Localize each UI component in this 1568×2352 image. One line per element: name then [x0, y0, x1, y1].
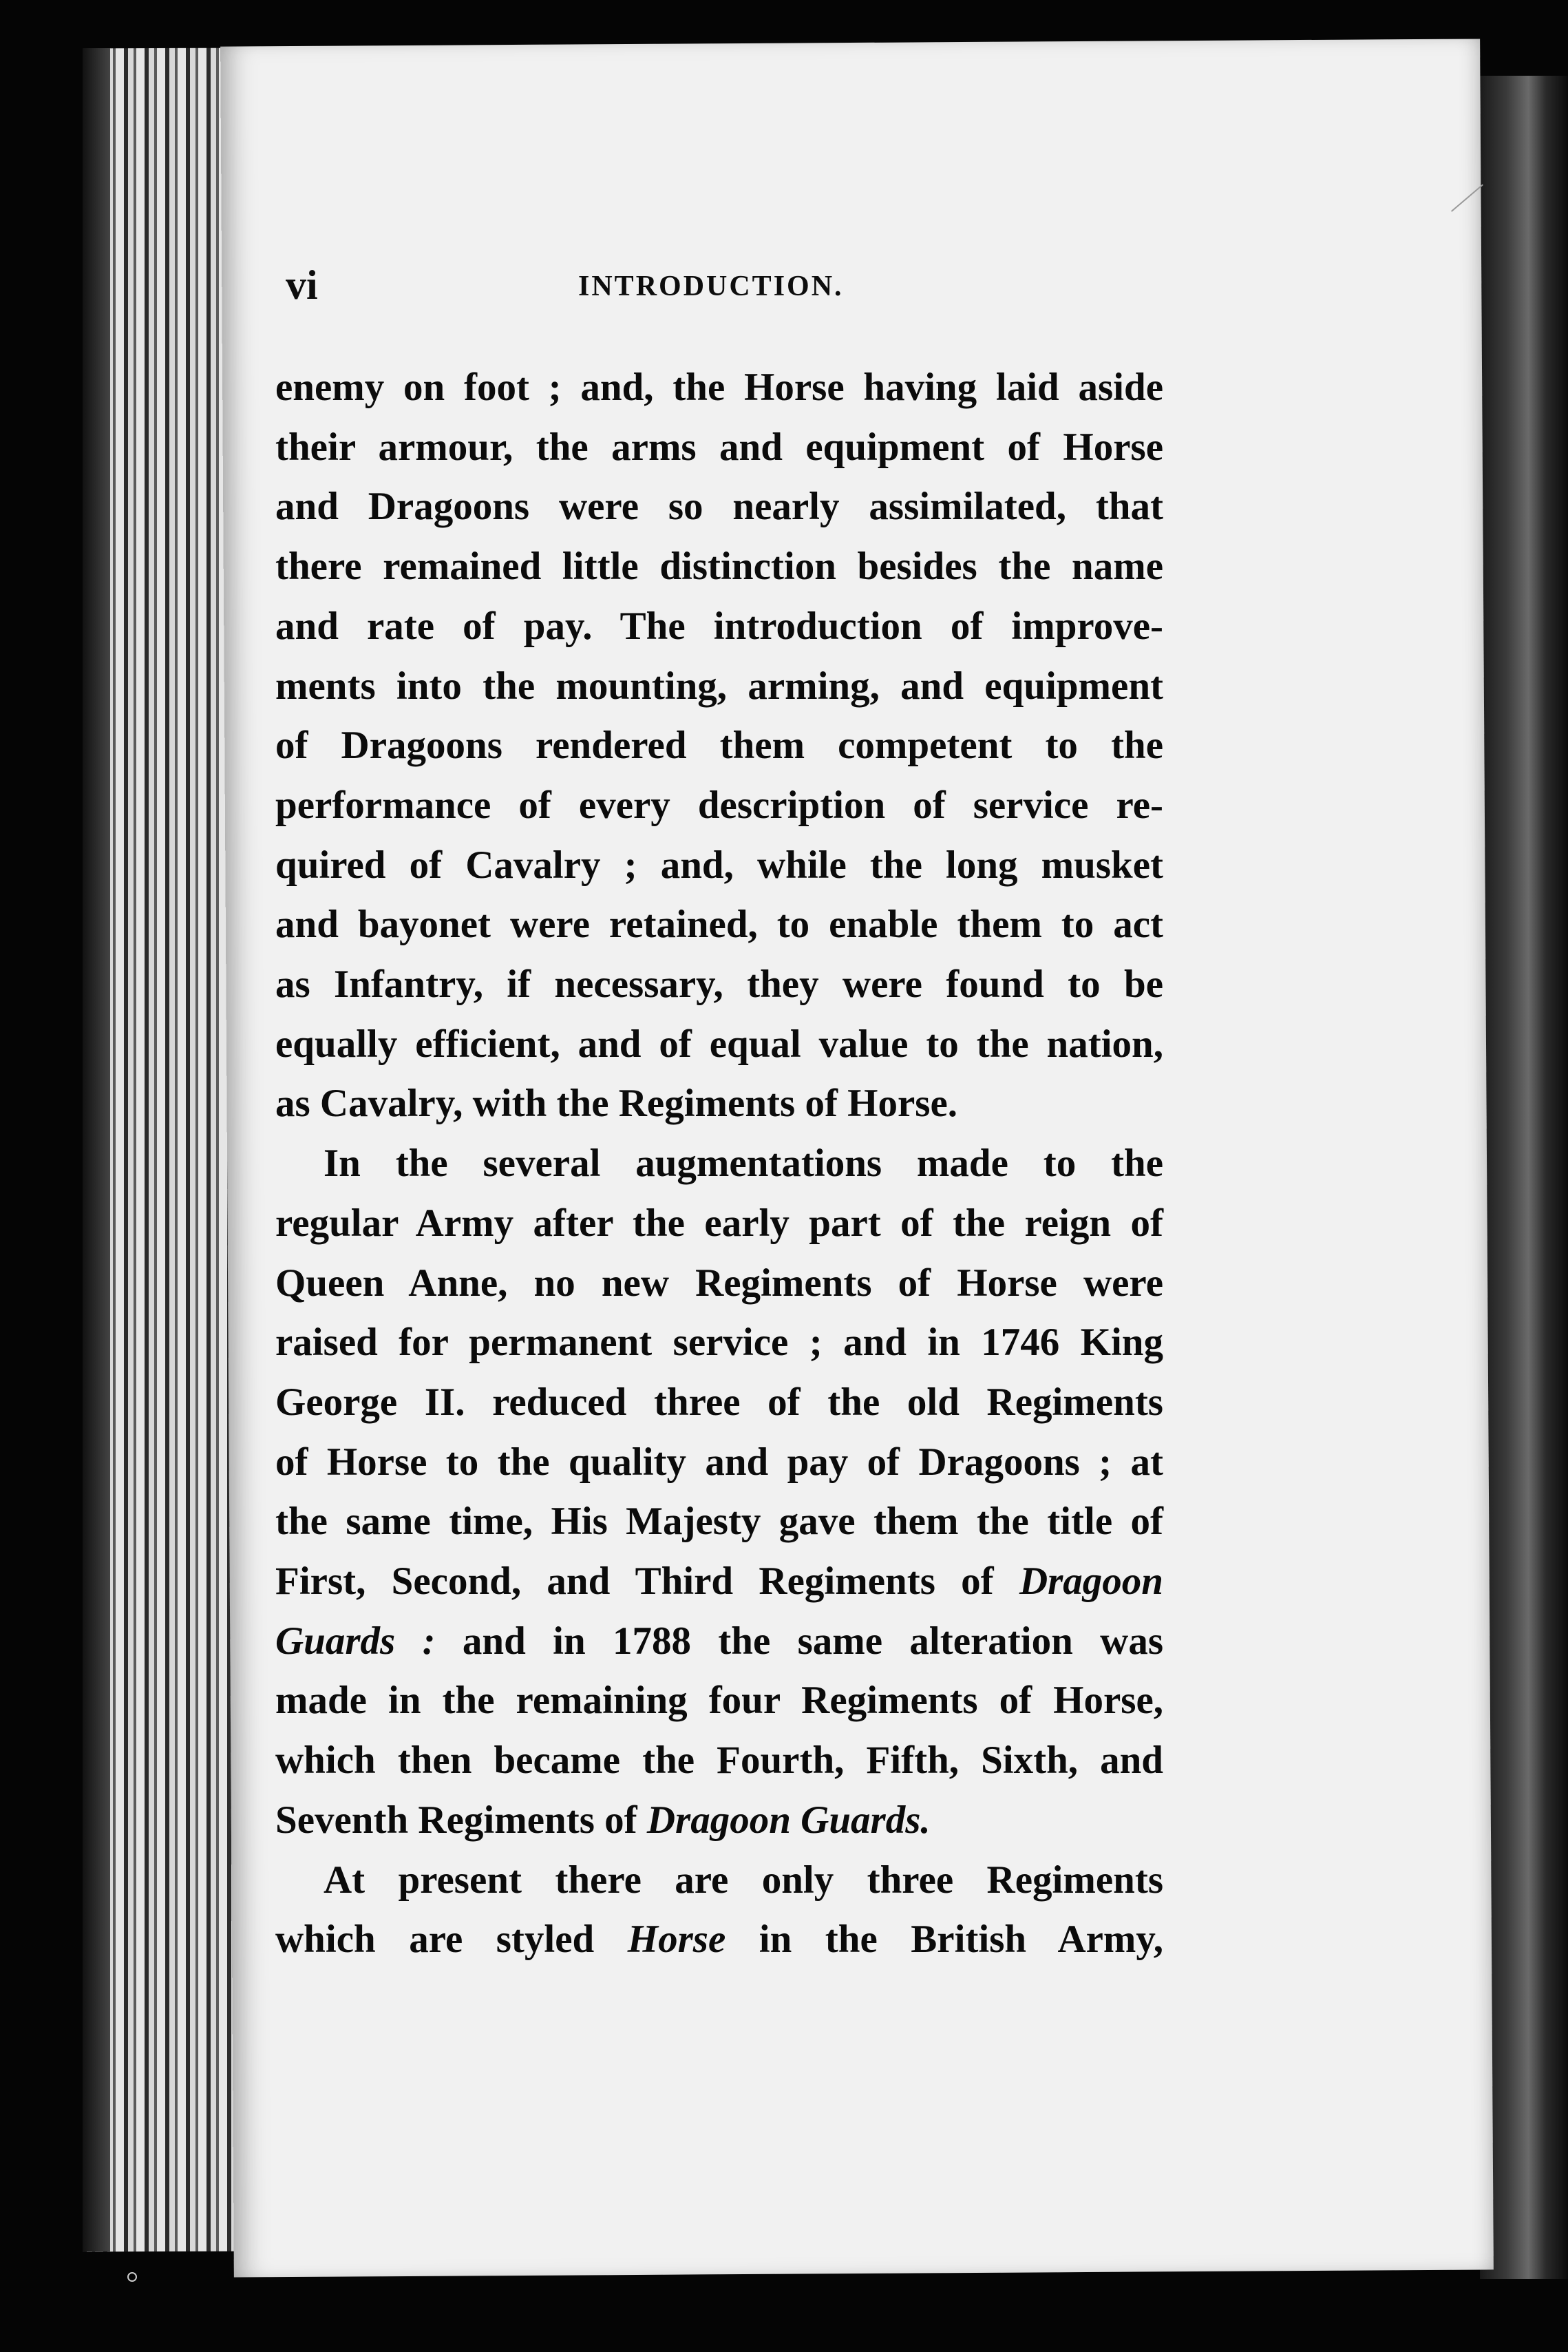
text-line: Queen Anne, no new Regiments of Horse were [275, 1261, 1163, 1305]
text-line [275, 1612, 1163, 1672]
text-fragment: Seventh Regiments of [275, 1798, 637, 1842]
text-line: as Cavalry, with the Regiments of Horse. [275, 1082, 958, 1126]
text-line: In the several augmentations made to the [324, 1142, 1163, 1186]
text-line: there remained little distinction besides the name [275, 545, 1163, 589]
text-line: as Infantry, if necessary, they were found to be [275, 963, 1163, 1007]
italic-text: Horse [627, 1918, 726, 1962]
text-fragment: which are styled [275, 1918, 595, 1962]
text-line: of Horse to the quality and pay of Dragoons ; at [275, 1440, 1163, 1484]
text-line [275, 1910, 1163, 1970]
text-line: their armour, the arms and equipment of Horse [275, 425, 1163, 469]
italic-text: Guards : [275, 1619, 436, 1663]
text-line: and rate of pay. The introduction of improve- [275, 604, 1163, 648]
text-line [275, 1552, 1163, 1612]
text-line [275, 1791, 1163, 1851]
paragraph-2 [275, 1134, 1163, 1850]
text-line: George II. reduced three of the old Regiments [275, 1380, 1163, 1424]
text-line: of Dragoons rendered them competent to the [275, 724, 1163, 768]
text-fragment: in the British Army, [759, 1918, 1164, 1962]
next-page-edge [1480, 76, 1568, 2279]
text-line: equally efficient, and of equal value to the nation, [275, 1022, 1163, 1066]
text-line: the same time, His Majesty gave them the title of [275, 1500, 1163, 1544]
page-number: vi [286, 262, 318, 308]
text-line: regular Army after the early part of the reign of [275, 1201, 1163, 1245]
scan-speck [127, 2272, 137, 2282]
text-line: enemy on foot ; and, the Horse having laid aside [275, 366, 1163, 409]
text-line: made in the remaining four Regiments of Horse, [275, 1679, 1163, 1723]
text-line: performance of every description of service re- [275, 783, 1163, 827]
text-line: At present there are only three Regiments [324, 1858, 1163, 1902]
paper-mark [1451, 184, 1483, 211]
text-line: and bayonet were retained, to enable them to act [275, 903, 1163, 947]
text-fragment: First, Second, and Third Regiments of [275, 1560, 994, 1604]
running-head [286, 262, 1112, 317]
body-text [275, 358, 1163, 1970]
italic-text: Dragoon [1019, 1560, 1163, 1604]
text-line: which then became the Fourth, Fifth, Sixth, and [275, 1739, 1163, 1783]
book-spine-shadow [83, 48, 110, 2251]
italic-text: Dragoon Guards. [646, 1798, 931, 1842]
text-line: raised for permanent service ; and in 1746 King [275, 1321, 1163, 1365]
paragraph-3 [275, 1851, 1163, 1970]
text-line: ments into the mounting, arming, and equipment [275, 664, 1163, 708]
text-line: and Dragoons were so nearly assimilated, that [275, 485, 1163, 529]
text-line: quired of Cavalry ; and, while the long musket [275, 843, 1163, 887]
running-title: INTRODUCTION. [578, 271, 844, 302]
text-fragment: and in 1788 the same alteration was [462, 1619, 1163, 1663]
paragraph-1 [275, 358, 1163, 1134]
